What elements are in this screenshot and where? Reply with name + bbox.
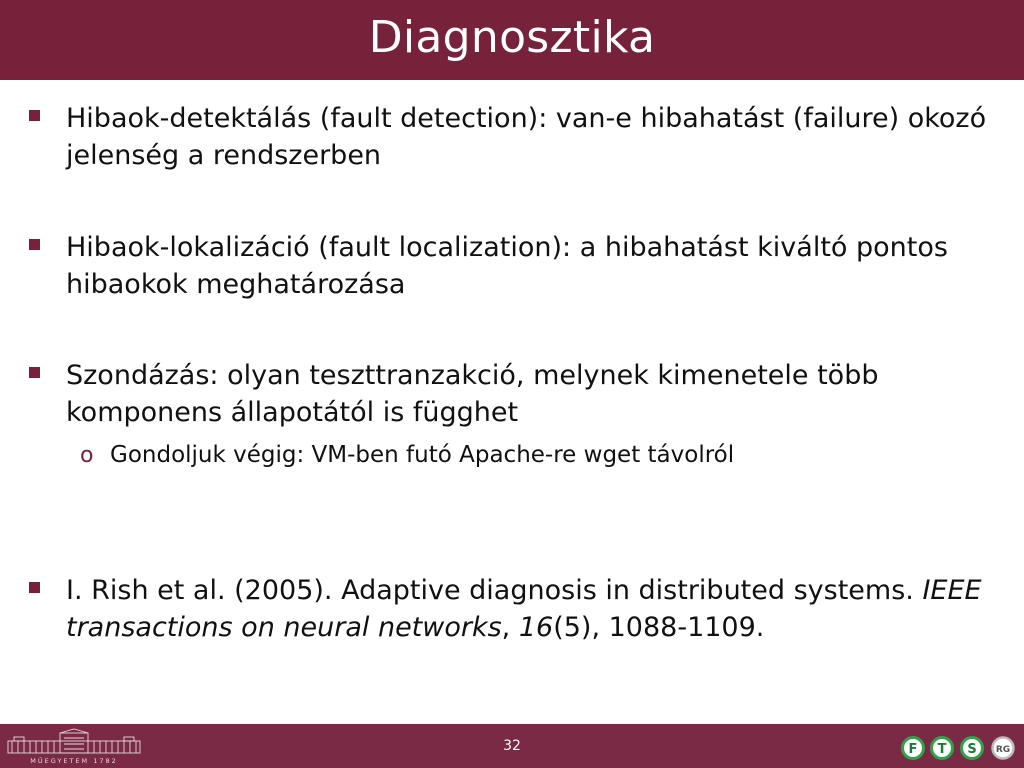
reference-volume: 16 — [518, 612, 554, 643]
square-bullet-icon — [29, 582, 40, 593]
logo-f-letter: F — [908, 742, 918, 757]
circle-bullet-icon: o — [80, 443, 94, 468]
square-bullet-icon — [29, 367, 40, 378]
bullet-text: Hibaok-detektálás (fault detection): van-e hibahatást (failure) okozó jelenség a rendszerben — [66, 103, 987, 171]
reference-journal: IEEE transactions on neural networks — [66, 575, 982, 643]
square-bullet-icon — [29, 110, 40, 121]
bullet-reference — [66, 572, 996, 646]
university-logo-text: MŰEGYETEM 1782 — [30, 757, 118, 765]
reference-authors: I. Rish et al. (2005). Adaptive diagnosis in distributed systems. — [66, 575, 923, 606]
bullet-fault-detection — [66, 100, 996, 174]
reference-separator: , — [501, 612, 519, 643]
page-number: 32 — [503, 738, 521, 754]
bullet-text: Hibaok-lokalizáció (fault localization): a hibahatást kiváltó pontos hibaokok meghatározása — [66, 232, 948, 300]
logo-s-letter: S — [967, 742, 977, 757]
logo-t-letter: T — [937, 742, 947, 757]
bullet-text: Szondázás: olyan teszttranzakció, melynek kimenetele több komponens állapotától is függhet — [66, 360, 879, 428]
square-bullet-icon — [29, 239, 40, 250]
sub-bullet-text: Gondoljuk végig: VM-ben futó Apache-re wget távolról — [110, 442, 735, 468]
slide-title: Diagnosztika — [368, 12, 656, 63]
bullet-probing — [66, 357, 996, 431]
reference-pages: (5), 1088-1109. — [553, 612, 765, 643]
logo-rg-letters: RG — [995, 745, 1011, 755]
reference-text — [66, 575, 982, 643]
ftsrg-logo — [898, 734, 1020, 762]
sub-bullet-wget — [80, 440, 990, 470]
bullet-fault-localization — [66, 229, 996, 303]
